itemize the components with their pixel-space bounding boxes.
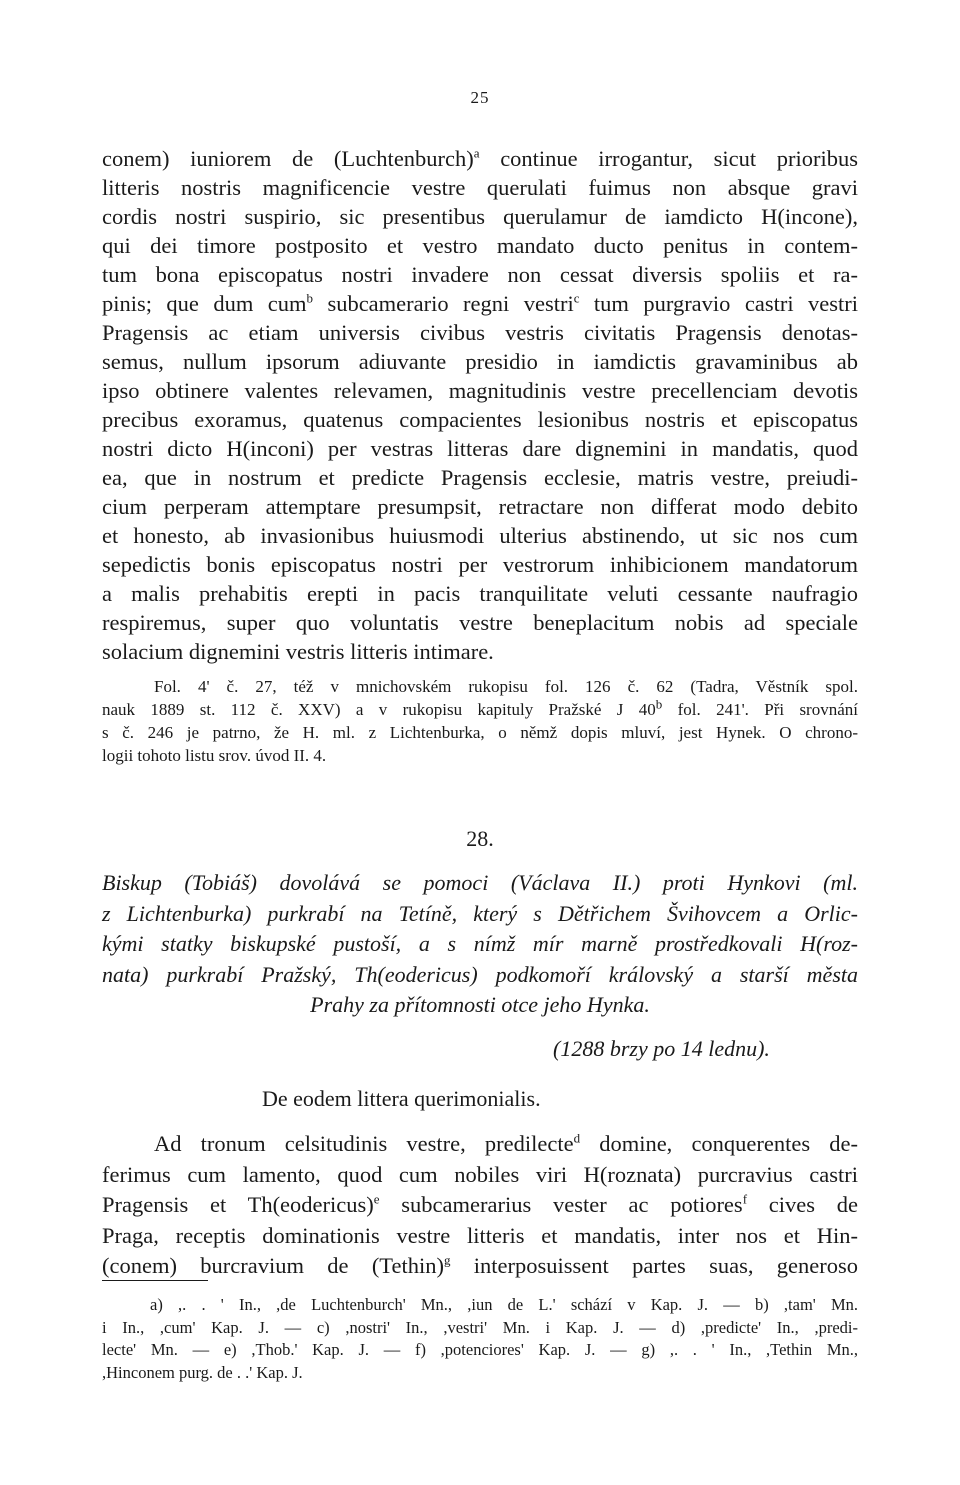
text-segment: Praga, receptis dominationis vestre litteris et mandatis, inter nos et Hin- [102,1222,858,1248]
text-segment: ferimus cum lamento, quod cum nobiles viri H(roznata) purcravius castri [102,1161,858,1187]
text-segment: cium perperam attemptare presumpsit, retractare non differat modo debito [102,494,858,519]
text-line [102,698,858,721]
regest-line: Prahy za přítomnosti otce jeho Hynka. [310,992,650,1017]
text-segment: respiremus, super quo voluntatis vestre beneplacitum nobis ad speciale [102,610,858,635]
footnote-line: lecte' Mn. — e) ,Thob.' Kap. J. — f) ,potenciores' Kap. J. — g) ,. . ' In., ,Tethin Mn., [102,1340,858,1359]
text-segment: a malis prehabitis erepti in pacis tranquilitate veluti cessante naufragio [102,581,858,606]
footnotes [102,1294,858,1384]
text-line [102,521,858,550]
footnote-marker: g [443,1252,451,1268]
text-segment: sepedictis bonis episcopatus nostri per vestrorum inhibicionem mandatorum [102,552,858,577]
document-date: (1288 brzy po 14 lednu). [553,1036,770,1061]
text-line [102,1251,858,1282]
footnote-marker: b [655,696,663,712]
text-segment: pinis; que dum cum [102,291,307,316]
regest-line: kými statky biskupské pustoší, a s nímž mír marně prostředkovali H(roz- [102,931,858,956]
footnote-marker: b [306,290,314,306]
text-segment: fol. 241'. Při srovnání [662,700,858,719]
text-line [102,721,858,744]
text-segment: et honesto, ab invasionibus huiusmodi ulterius abstinendo, ut sic nos cum [102,523,858,548]
footnote-marker: c [573,290,580,306]
text-line [102,675,858,698]
text-line [102,1221,858,1252]
text-line [102,289,858,318]
text-segment: solacium dignemini vestris litteris intimare. [102,639,494,664]
text-segment: domine, conquerentes de- [580,1131,858,1156]
text-segment: continue irrogantur, sicut prioribus [479,146,859,171]
page-number: 25 [470,88,490,107]
text-line [102,405,858,434]
text-segment: tum bona episcopatus nostri invadere non cessat diversis spoliis et ra- [102,262,858,287]
text-line [102,608,858,637]
text-line [102,318,858,347]
footnote-rule [102,1280,208,1281]
footnote-line: i In., ,cum' Kap. J. — c) ,nostri' In., ,vestri' Mn. i Kap. J. — d) ,predicte' In., ,predi- [102,1317,858,1337]
text-line [102,260,858,289]
document-heading: De eodem littera querimonialis. [262,1086,541,1111]
text-segment: nauk 1889 st. 112 č. XXV) a v rukopisu kapituly Pražské J 40 [102,700,656,719]
text-line [102,376,858,405]
text-segment: cordis nostri suspirio, sic presentibus querulamur de iamdicto H(incone), [102,204,858,229]
text-segment: s č. 246 je patrno, že H. ml. z Lichtenburka, o němž dopis mluví, jest Hynek. O chrono- [102,723,858,742]
source-note [102,675,858,767]
main-text [102,144,858,666]
text-segment: subcamerario regni vestri [313,291,574,316]
text-segment: ea, que in nostrum et predicte Pragensis ecclesie, matris vestre, preiudi- [102,465,858,490]
text-line [102,202,858,231]
text-line [102,744,858,767]
text-segment: ipso obtinere valentes relevamen, magnitudinis vestre precellenciam devotis [102,378,858,403]
text-line [102,1160,858,1191]
text-line [102,463,858,492]
footnote-marker: e [373,1191,380,1207]
text-segment: nostri dicto H(inconi) per vestras litteras dare dignemini in mandatis, quod [102,436,858,461]
text-line [102,1190,858,1221]
text-line [102,347,858,376]
text-line [102,550,858,579]
text-line [102,492,858,521]
regest-line: nata) purkrabí Pražský, Th(eodericus) podkomoří královský a starší města [102,961,858,987]
text-segment: semus, nullum ipsorum adiuvante presidio in iamdictis gravaminibus ab [102,349,858,374]
text-segment: precibus exoramus, quatenus compacientes lesionibus nostris et episcopatus [102,407,858,432]
footnote-marker: a [473,145,480,161]
document-number: 28. [466,826,494,851]
text-segment: subcamerarius vester ac potiores [379,1192,743,1217]
text-segment: (conem) burcravium de (Tethin) [102,1253,444,1278]
text-segment: tum purgravio castri vestri [579,291,858,316]
text-segment: Pragensis ac etiam universis civibus vestris civitatis Pragensis denotas- [102,320,858,345]
body-text [102,1129,858,1282]
text-line [102,231,858,260]
text-line [102,637,858,666]
regest-line: z Lichtenburka) purkrabí na Tetíně, který s Dětřichem Švihovcem a Orlic- [102,900,858,926]
text-segment: cives de [747,1192,858,1217]
regest [102,868,858,1021]
text-line [102,579,858,608]
text-segment: conem) iuniorem de (Luchtenburch) [102,146,474,171]
text-line [102,173,858,202]
text-segment: Pragensis et Th(eodericus) [102,1192,374,1217]
text-segment: interposuissent partes suas, generoso [450,1253,858,1278]
text-segment: qui dei timore postposito et vestro mandato ducto penitus in contem- [102,233,858,258]
text-segment: logii tohoto listu srov. úvod II. 4. [102,746,327,765]
footnote-marker: f [742,1191,748,1207]
footnote-line: a) ,. . ' In., ,de Luchtenburch' Mn., ,iun de L.' schází v Kap. J. — b) ,tam' Mn. [150,1295,858,1314]
text-segment: Ad tronum celsitudinis vestre, predilecte [154,1131,574,1156]
text-line [102,1129,858,1160]
text-line [102,144,858,173]
footnote-line: ,Hinconem purg. de . .' Kap. J. [102,1362,303,1382]
text-segment: Fol. 4' č. 27, též v mnichovském rukopisu fol. 126 č. 62 (Tadra, Věstník spol. [154,677,858,696]
text-line [102,434,858,463]
footnote-marker: d [573,1130,581,1146]
text-segment: litteris nostris magnificencie vestre querulati fuimus non absque gravi [102,175,858,200]
regest-line: Biskup (Tobiáš) dovolává se pomoci (Václava II.) proti Hynkovi (ml. [102,870,858,895]
